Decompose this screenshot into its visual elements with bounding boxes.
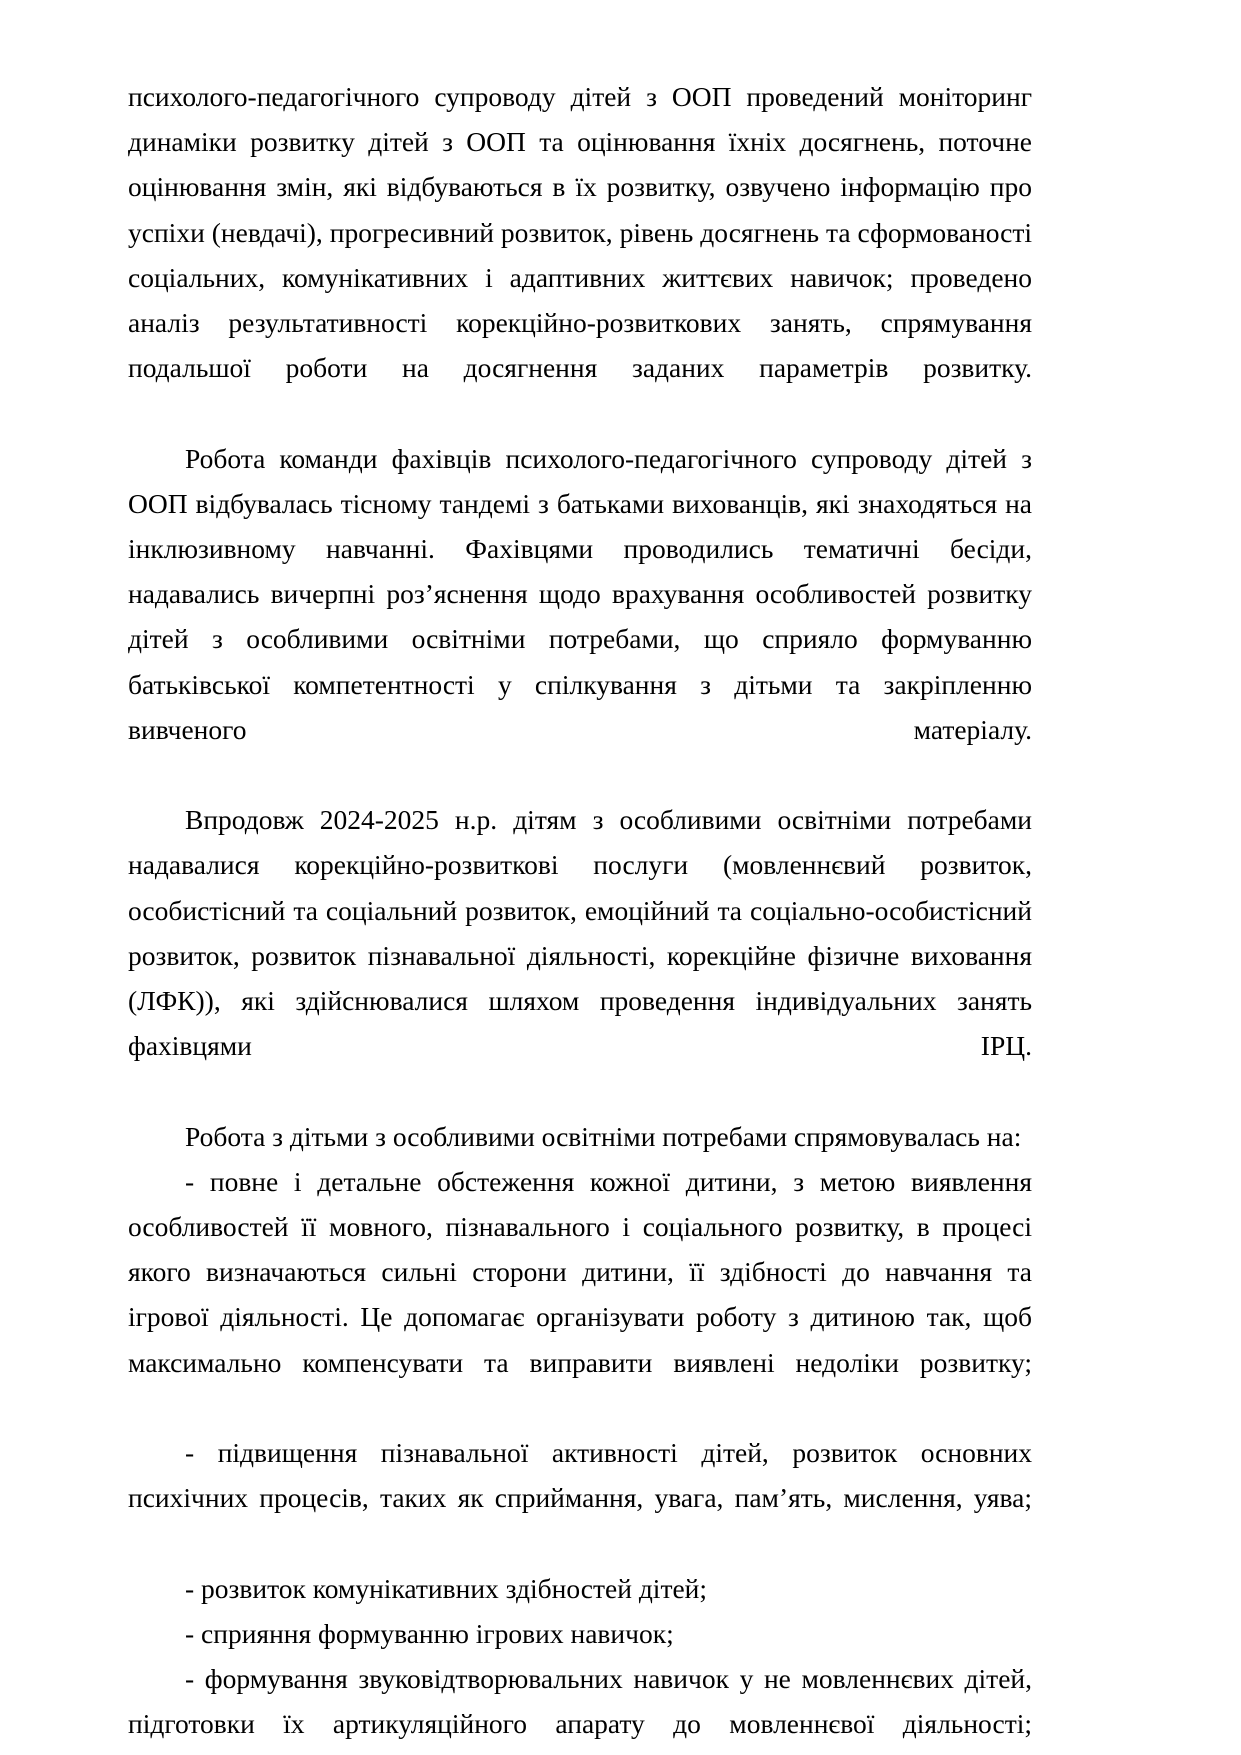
list-item-1: - повне і детальне обстеження кожної дитини, з метою виявлення особливостей її мовного, пізнавального і соціального розвитку, в процесі якого визначаються сильні сторони дитини, її здібності до навчання та ігрової діяльності. Це допомагає організувати роботу з дитиною так, щоб максимально компенсувати та виправити виявлені недоліки розвитку; xyxy=(128,1165,1032,1378)
list-item-5: - формування звуковідтворювальних навичок у не мовленнєвих дітей, підготовки їх артикуляційного апарату до мовленнєвої діяльності; xyxy=(128,1663,1032,1740)
document-text-body xyxy=(128,74,1032,1755)
list-item-4: - сприяння формуванню ігрових навичок; xyxy=(185,1617,674,1649)
paragraph-3: Впродовж 2024-2025 н.р. дітям з особливими освітніми потребами надавалися корекційно-розвиткові послуги (мовленнєвий розвиток, особистісний та соціальний розвиток, емоційний та соціально-особистісний розвиток, розвиток пізнавальної діяльності, корекційне фізичне виховання (ЛФК)), які здійснювалися шляхом проведення індивідуальних занять фахівцями ІРЦ. xyxy=(128,804,1032,1062)
paragraph-2: Робота команди фахівців психолого-педагогічного супроводу дітей з ООП відбувалась тісному тандемі з батьками вихованців, які знаходяться на інклюзивному навчанні. Фахівцями проводились тематичні бесіди, надавались вичерпні роз’яснення щодо врахування особливостей розвитку дітей з особливими освітніми потребами, що сприяло формуванню батьківської компетентності у спілкування з дітьми та закріпленню вивченого матеріалу. xyxy=(128,442,1032,745)
list-item-2: - підвищення пізнавальної активності дітей, розвиток основних психічних процесів, таких як сприймання, увага, пам’ять, мислення, уява; xyxy=(128,1437,1032,1514)
list-item-3: - розвиток комунікативних здібностей дітей; xyxy=(185,1572,708,1604)
paragraph-4-intro: Робота з дітьми з особливими освітніми потребами спрямовувалась на: xyxy=(185,1120,1022,1152)
paragraph-1: психолого-педагогічного супроводу дітей з ООП проведений моніторинг динаміки розвитку дітей з ООП та оцінювання їхніх досягнень, поточне оцінювання змін, які відбуваються в їх розвитку, озвучено інформацію про успіхи (невдачі), прогресивний розвиток, рівень досягнень та сформованості соціальних, комунікативних і адаптивних життєвих навичок; проведено аналіз результативності корекційно-розвиткових занять, спрямування подальшої роботи на досягнення заданих параметрів розвитку. xyxy=(128,81,1032,384)
